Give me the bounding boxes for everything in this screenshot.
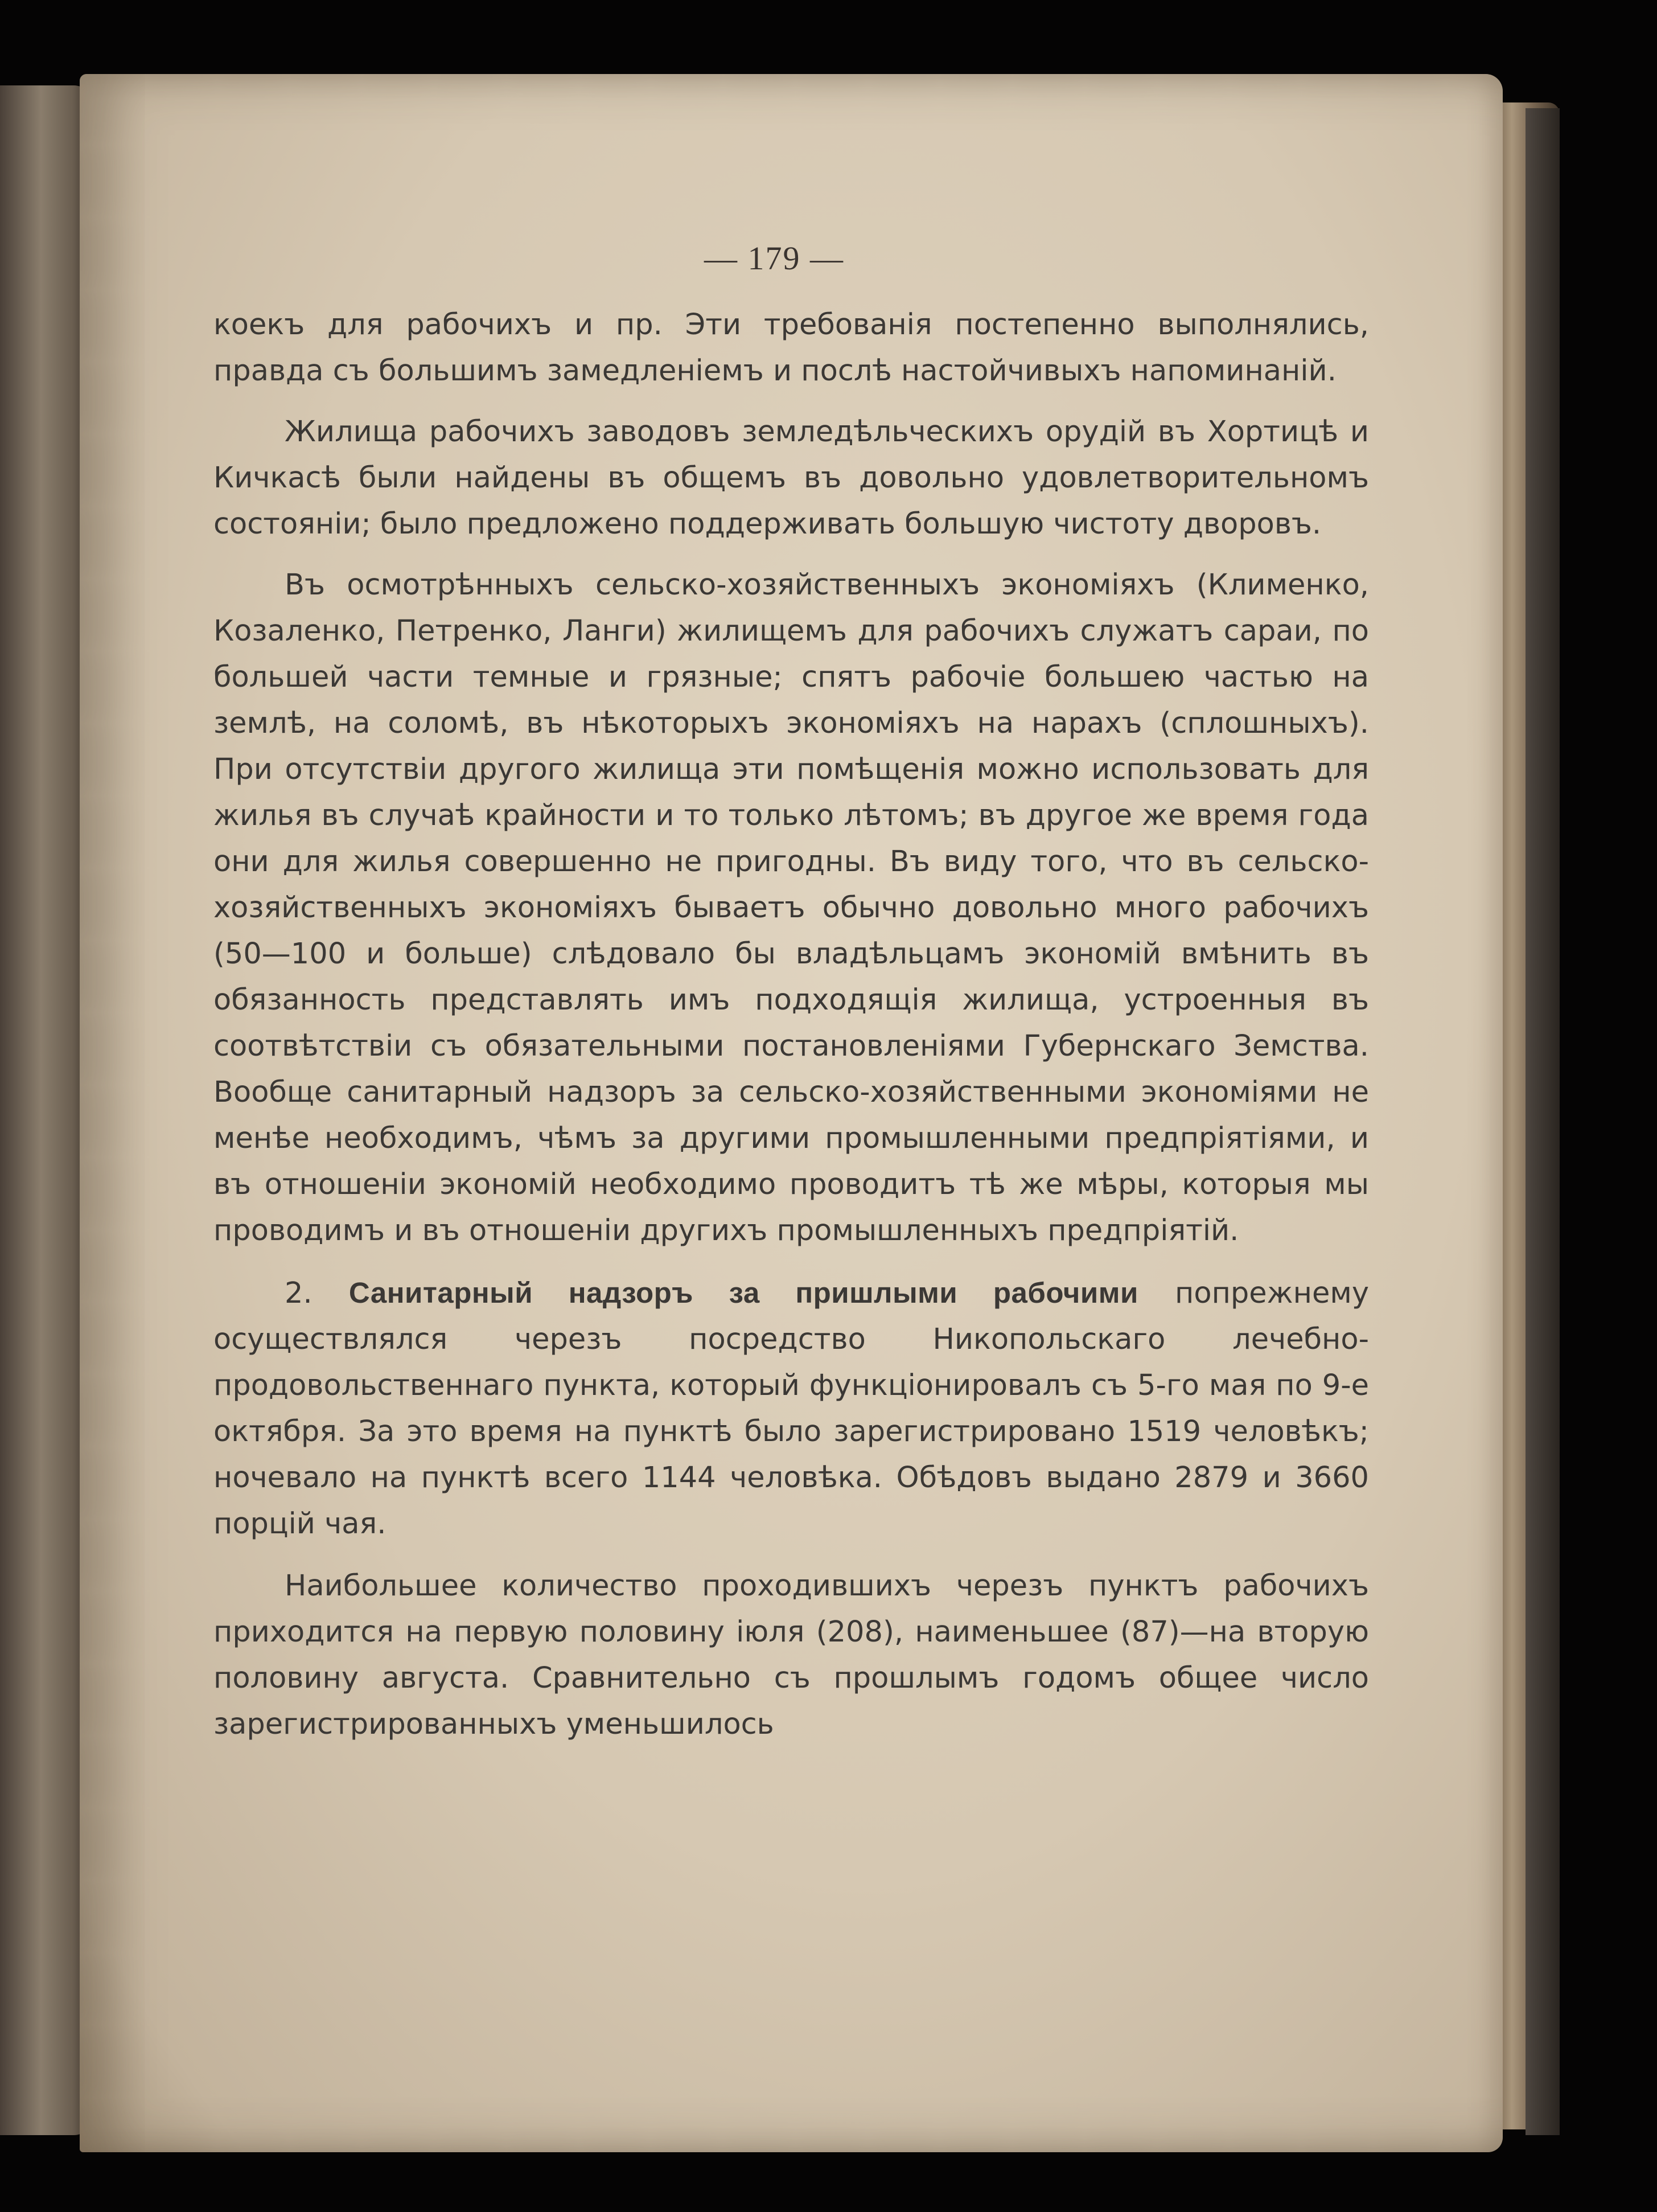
left-page-edge — [0, 85, 91, 2135]
paragraph-dwellings-factories — [213, 409, 1369, 547]
paragraph-agricultural-estates — [213, 562, 1369, 1254]
book-cover-edge — [1526, 108, 1560, 2135]
paragraph-sanitary-supervision — [213, 1270, 1369, 1547]
paragraph-continuation — [213, 302, 1369, 394]
paragraph-text: коекъ для рабочихъ и пр. Эти требованія постепенно выполнялись, правда съ большимъ замедленіемъ и послѣ настойчивыхъ напоминаній. — [213, 308, 1369, 388]
page-body — [213, 302, 1369, 1747]
paragraph-text: попрежнему осуществлялся черезъ посредство Никопольскаго лечебно-продовольственнаго пункта, который функціонировалъ съ 5-го мая по 9-е октября. За это время на пунктѣ было зарегистрировано 1519 человѣкъ; ночевало на пунктѣ всего 1144 человѣка. Обѣдовъ выдано 2879 и 3660 порцій чая. — [213, 1277, 1369, 1541]
section-number: 2. — [285, 1277, 313, 1310]
paragraph-text: Въ осмотрѣнныхъ сельско-хозяйственныхъ экономіяхъ (Клименко, Козаленко, Петренко, Ланги) жилищемъ для рабочихъ служатъ сараи, по большей части темные и грязные; спятъ рабочіе большею частью на землѣ, на соломѣ, въ нѣкоторыхъ экономіяхъ на нарахъ (сплошныхъ). При отсутствіи другого жилища эти помѣщенія можно использовать для жилья въ случаѣ крайности и то только лѣтомъ; въ другое же время года они для жилья совершенно не пригодны. Въ виду того, что въ сельско-хозяйственныхъ экономіяхъ бываетъ обычно довольно много рабочихъ (50—100 и больше) слѣдовало бы владѣльцамъ экономій вмѣнить въ обязанность представлять имъ подходящія жилища, устроенныя въ соотвѣтствіи съ обязательными постановленіями Губернскаго Земства. Вообще санитарный надзоръ за сельско-хозяйственными экономіями не менѣе необходимъ, чѣмъ за другими промышленными предпріятіями, и въ отношеніи экономій необходимо проводитъ тѣ же мѣры, которыя мы проводимъ и въ отношеніи другихъ промышленныхъ предпріятій. — [213, 568, 1369, 1247]
paragraph-text: Наибольшее количество проходившихъ черезъ пунктъ рабочихъ приходится на первую половину іюля (208), наименьшее (87)—на вторую половину августа. Сравнительно съ прошлымъ годомъ общее число зарегистрированныхъ уменьшилось — [213, 1569, 1369, 1741]
section-heading: Санитарный надзоръ за пришлыми рабочими — [348, 1277, 1138, 1309]
book-page — [80, 74, 1503, 2152]
paragraph-text: Жилища рабочихъ заводовъ земледѣльческихъ орудій въ Хортицѣ и Кичкасѣ были найдены въ общемъ въ довольно удовлетворительномъ состояніи; было предложено поддерживать большую чистоту дворовъ. — [213, 415, 1369, 541]
page-number: — 179 — — [704, 240, 844, 277]
paragraph-statistics — [213, 1563, 1369, 1747]
